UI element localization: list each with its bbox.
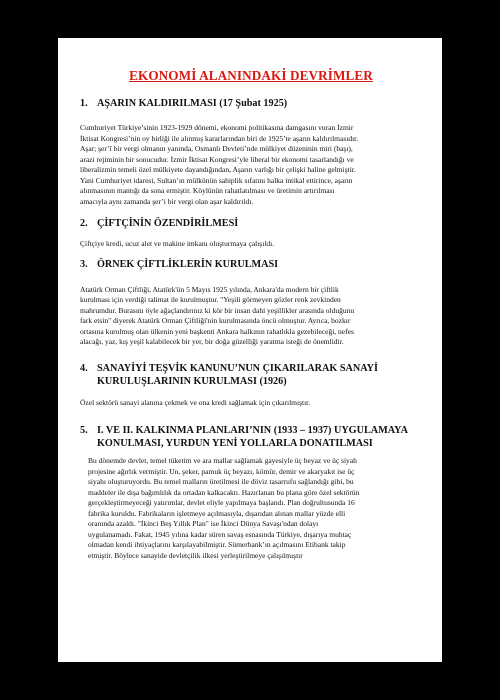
paragraph-line: alınmasının mantığı da sona ermiştir. Köylünün rahatlatılması ve üretimin artırılması (80, 186, 335, 195)
section-3-heading (80, 258, 422, 271)
paragraph-line: Yani Cumhuriyet idaresi, Sultan’ın mülkünün sahiplik sıfatını halka intikal ettirince, aşarın (80, 175, 353, 185)
section-5-heading (80, 424, 422, 450)
section-1-heading (80, 97, 422, 110)
section-3-number: 3. (80, 258, 88, 270)
section-4-number: 4. (80, 362, 88, 374)
paragraph-line: Bu dönemde devlet, temel tüketim ve ara mallar sağlamak gayesiyle üç beyaz ve üç siyah (88, 456, 357, 465)
paragraph-line: maddeler ile dışa bağımlılık da ortadan kalkacaktı. Hazırlanan bu plana göre özel sektörün (88, 487, 360, 497)
section-1-number: 1. (80, 98, 88, 109)
paragraph-line: fabrika kuruldu. Fabrikaların işletmeye açılmasıyla, dışarıdan alınan mallar yüzde elli (88, 508, 346, 518)
section-2-paragraph (80, 239, 422, 250)
paragraph-line: Aşar; şer’î bir vergi olmanın yanında, Osmanlı Devleti’nde mülkiyet düzeninin miri (başı), (80, 144, 353, 153)
paragraph-line: mahrumdur. Burasını öyle ağaçlandırınız ki kör bir insan dahi yeşillikler arasında olduğunu (80, 305, 355, 315)
paragraph-line: projesine ağırlık vermiştir. Un, şeker, pamuk üç beyazı, kömür, demir ve akaryakıt ise üç (88, 466, 355, 476)
section-2-heading (80, 217, 422, 230)
paragraph-line: Çiftçiye kredi, ucuz alet ve makine imkanı oluşturmaya çalışıldı. (80, 239, 275, 248)
paragraph-line: fark etsin" diyerek Atatürk Orman Çiftliği'nin kurulmasında öncü olmuştur. Ayrıca, bozkır (80, 316, 351, 325)
section-5-paragraph (80, 456, 422, 561)
section-5-title: I. VE II. KALKINMA PLANLARI’NIN (1933 – 1937) UYGULAMAYA KONULMASI, YURDUN YENİ YOLLARLA DONATILMASI (97, 425, 408, 449)
document-title: EKONOMİ ALANINDAKİ DEVRİMLER (129, 68, 373, 83)
paragraph-line: alacağı, yaz, kış yeşil kalabilecek bir yer, bir doğa güzelliği yaratma isteği de önemlidir. (80, 337, 344, 346)
paragraph-line: Atatürk Orman Çiftliği, Atatürk'ün 5 Mayıs 1925 yılında, Ankara'da modern bir çiftlik (80, 284, 339, 294)
paragraph-line: gerçekleştirmeyeceği yatırımlar, devlet eliyle yapılmaya başlandı. Plan doğrultusunda 16 (88, 498, 355, 507)
paragraph-line: uygulanamadı. Fakat, 1945 yılına kadar süren savaş esnasında Türkiye, dışarıya muhtaç (88, 529, 352, 539)
paragraph-line: olmadan kendi ihtiyaçlarını karşılayabilmiştir. Sümerbank’ın açılmasını Etibank takip (88, 540, 346, 549)
section-4-paragraph (80, 398, 422, 409)
section-3-title: ÖRNEK ÇİFTLİKLERİN KURULMASI (97, 258, 279, 270)
paragraph-line: Cumhuriyet Türkiye’sinin 1923-1929 dönemi, ekonomi politikasına damgasını vuran İzmir (80, 123, 354, 132)
paragraph-line: Özel sektörü sanayi alanına çekmek ve ona kredi sağlamak için çıkarılmıştır. (80, 397, 311, 407)
section-1-paragraph (80, 123, 422, 207)
section-4-title: SANAYİYİ TEŞVİK KANUNU’NUN ÇIKARILARAK SANAYİ KURULUŞLARININ KURULMASI (1926) (97, 362, 378, 387)
section-2-number: 2. (80, 218, 88, 229)
paragraph-line: ortasına kurulmuş olan ülkenin yeni başkenti Ankara halkının rahatlıkla gezebileceği, nefes (80, 326, 354, 336)
paragraph-line: siyahı oluşturuyordu. Bu temel malların üretilmesi ile döviz tasarrufu sağlandığı gibi, bu (88, 477, 354, 486)
paragraph-line: oranında azaldı. "İkinci Beş Yıllık Plan" ise İkinci Dünya Savaşı'ndan dolayı (88, 519, 319, 528)
paragraph-line: kurulması için verdiği talimat ile kurulmuştur. "Yeşili görmeyen gözler renk zevkinden (80, 295, 341, 304)
paragraph-line: İktisat Kongresi’nin oy birliği ile alınmış kararlarından biri de 1925’te aşarın kaldırılmasıdır. (80, 133, 359, 143)
section-2-title: ÇİFTÇİNİN ÖZENDİRİLMESİ (97, 218, 239, 229)
document-page (58, 38, 442, 662)
section-5-number: 5. (80, 425, 88, 436)
section-4-heading (80, 362, 422, 388)
paragraph-line: amacıyla aynı zamanda şer’i bir vergi olan aşar kaldırıldı. (80, 196, 254, 206)
section-3-paragraph (80, 285, 422, 348)
section-1-title: AŞARIN KALDIRILMASI (17 Şubat 1925) (97, 98, 288, 109)
paragraph-line: etmiştir. Böylece sanayide devletçilik ilkesi yerleştirilmeye çalışılmıştır (88, 550, 303, 560)
paragraph-line: liberalizmin temeli özel mülkiyete dayandığından, Aşarın varlığı bir çelişki haline gelmiştir. (80, 165, 356, 174)
paragraph-line: arazi rejiminin bir sonucudur. İzmir İktisat Kongresi’yle liberal bir ekonomi tasarlandığı ve (80, 154, 354, 164)
